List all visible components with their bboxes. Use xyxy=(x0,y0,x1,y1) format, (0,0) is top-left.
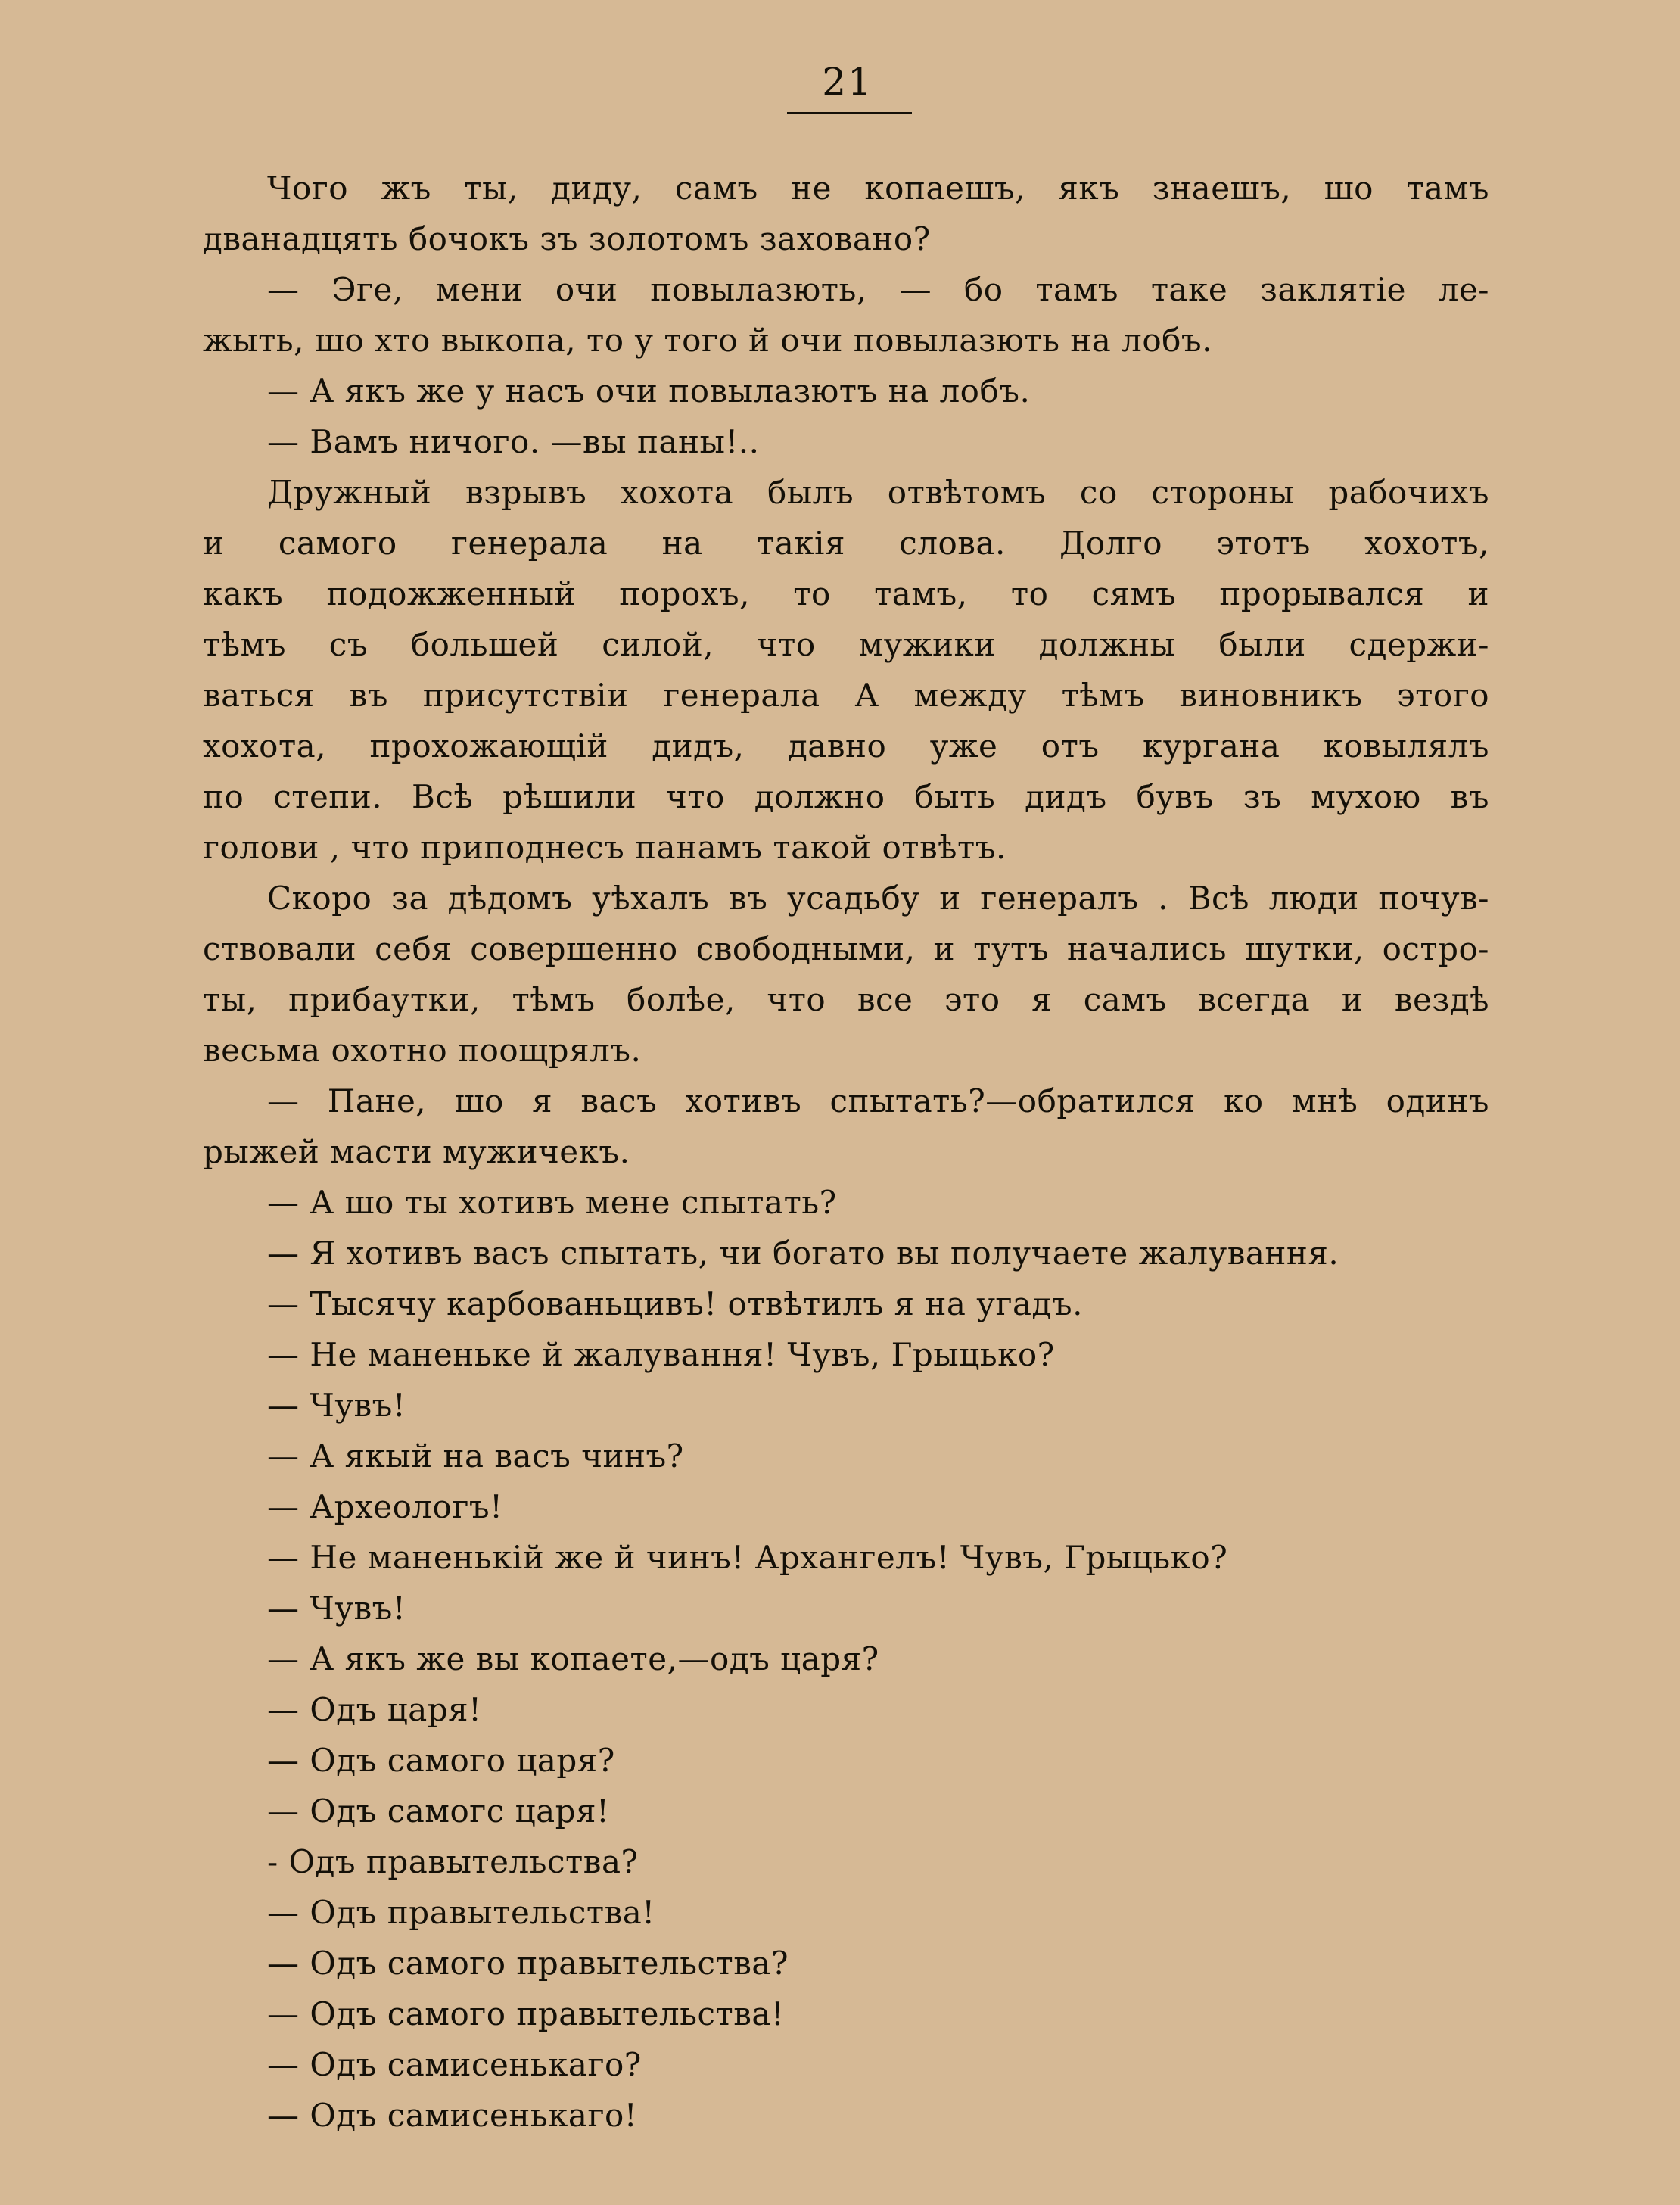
text-line: - Одъ правытельства? xyxy=(267,1843,639,1880)
text-line: жыть, шо хто выкопа, то у того й очи повылазють на лобъ. xyxy=(203,322,1212,359)
text-line: — Одъ самисенькаго! xyxy=(267,2097,638,2134)
text-line: — Одъ самого царя? xyxy=(267,1742,615,1779)
page-number-rule xyxy=(787,112,912,114)
text-line: — Не маненьке й жалування! Чувъ, Грыцько? xyxy=(267,1336,1055,1373)
text-line: — Одъ правытельства! xyxy=(267,1894,655,1931)
text-line: — Чувъ! xyxy=(267,1590,406,1627)
text-line: — Археологъ! xyxy=(267,1488,503,1525)
text-line: и самого генерала на такія слова. Долго этотъ хохотъ, xyxy=(203,525,1489,562)
text-line: Скоро за дѣдомъ уѣхалъ въ усадьбу и генералъ . Всѣ люди почув- xyxy=(267,880,1489,917)
text-line: весьма охотно поощрялъ. xyxy=(203,1032,642,1069)
text-line: — А якъ же вы копаете,—одъ царя? xyxy=(267,1640,879,1677)
text-line: — Одъ самогс царя! xyxy=(267,1792,610,1830)
text-line: — А якъ же у насъ очи повылазютъ на лобъ. xyxy=(267,372,1031,410)
text-line: тѣмъ съ большей силой, что мужики должны были сдержи- xyxy=(203,626,1489,663)
text-line: — Вамъ ничого. —вы паны!.. xyxy=(267,423,760,460)
text-line: — Тысячу карбованьцивъ! отвѣтилъ я на угадъ. xyxy=(267,1285,1083,1322)
text-line: ты, прибаутки, тѣмъ болѣе, что все это я самъ всегда и вездѣ xyxy=(203,981,1489,1018)
text-line: Чого жъ ты, диду, самъ не копаешъ, якъ знаешъ, шо тамъ xyxy=(267,170,1489,207)
text-line: ваться въ присутствіи генерала А между тѣмъ виновникъ этого xyxy=(203,677,1489,714)
text-line: — Одъ царя! xyxy=(267,1691,482,1728)
text-line: — Пане, шо я васъ хотивъ спытать?—обратился ко мнѣ одинъ xyxy=(267,1082,1489,1120)
text-line: — Я хотивъ васъ спытать, чи богато вы получаете жалування. xyxy=(267,1235,1339,1272)
text-line: хохота, прохожающій дидъ, давно уже отъ кургана ковылялъ xyxy=(203,727,1489,765)
text-line: — Одъ самого правытельства! xyxy=(267,1995,785,2032)
text-line: какъ подожженный порохъ, то тамъ, то сямъ прорывался и xyxy=(203,575,1489,612)
text-line: — А якый на васъ чинъ? xyxy=(267,1437,684,1475)
text-line: — Одъ самисенькаго? xyxy=(267,2046,642,2083)
text-line: рыжей масти мужичекъ. xyxy=(203,1133,630,1170)
page-number: 21 xyxy=(822,60,873,104)
text-line: Дружный взрывъ хохота былъ отвѣтомъ со стороны рабочихъ xyxy=(267,474,1489,511)
text-line: дванадцять бочокъ зъ золотомъ заховано? xyxy=(203,220,931,257)
text-line: — Чувъ! xyxy=(267,1387,406,1424)
text-line: по степи. Всѣ рѣшили что должно быть дидъ бувъ зъ мухою въ xyxy=(203,778,1489,815)
text-line: — Не маненькій же й чинъ! Архангелъ! Чувъ, Грыцько? xyxy=(267,1539,1228,1576)
text-line: ствовали себя совершенно свободными, и тутъ начались шутки, остро- xyxy=(203,930,1489,967)
body-text xyxy=(203,163,1489,2141)
text-line: — Эге, мени очи повылазють, — бо тамъ таке заклятіе ле- xyxy=(267,271,1489,308)
text-line: — Одъ самого правытельства? xyxy=(267,1945,789,1982)
text-line: — А шо ты хотивъ мене спытать? xyxy=(267,1184,837,1221)
text-line: голови , что приподнесъ панамъ такой отвѣтъ. xyxy=(203,829,1006,866)
